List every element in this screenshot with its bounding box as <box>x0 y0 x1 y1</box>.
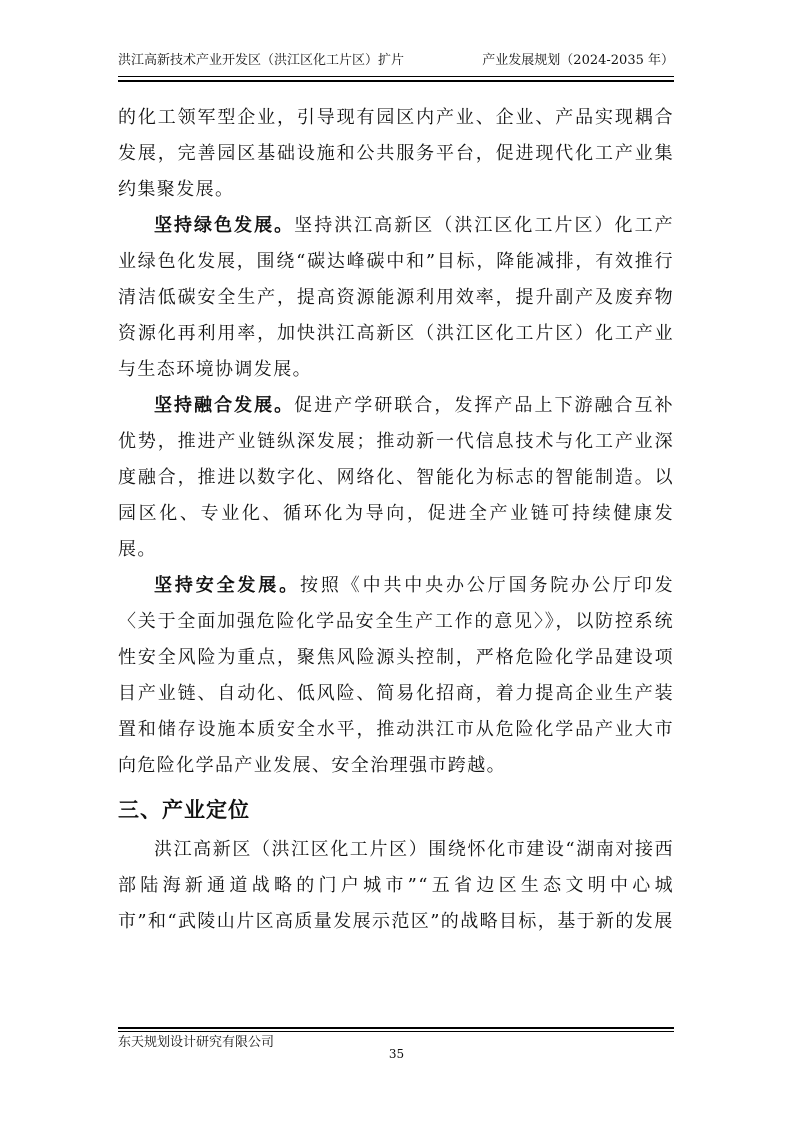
paragraph-text: 洪江高新区（洪江区化工片区）围绕怀化市建设“湖南对接西部陆海新通道战略的门户城市”“五省边区生态文明中心城市”和“武陵山片区高质量发展示范区”的战略目标，基于新的发展 <box>118 839 674 932</box>
footer-rule-thick <box>118 1027 674 1029</box>
paragraph-text: 的化工领军型企业，引导现有园区内产业、企业、产品实现耦合发展，完善园区基础设施和公共服务平台，促进现代化工产业集约集聚发展。 <box>118 107 674 200</box>
header-rule-thin <box>118 76 674 77</box>
footer-rule-thin <box>118 1031 674 1032</box>
header-rule-thick <box>118 80 674 82</box>
paragraph-safe-development <box>118 568 674 784</box>
paragraph-text: 坚持洪江高新区（洪江区化工片区）化工产业绿色化发展，围绕“碳达峰碳中和”目标，降能减排，有效推行清洁低碳安全生产，提高资源能源利用效率，提升副产及废弃物资源化再利用率，加快洪江高新区（洪江区化工片区）化工产业与生态环境协调发展。 <box>118 215 674 380</box>
paragraph-lead: 坚持融合发展。 <box>154 395 295 416</box>
header-plan-period: 产业发展规划（2024-2035 年） <box>482 53 674 68</box>
paragraph-green-development <box>118 208 674 388</box>
page-header <box>118 52 674 76</box>
page-number: 35 <box>388 1047 405 1061</box>
paragraph-continuation <box>118 100 674 208</box>
paragraph-lead: 坚持安全发展。 <box>154 575 301 596</box>
footer-company-name: 东天规划设计研究有限公司 <box>118 1035 275 1050</box>
paragraph-lead: 坚持绿色发展。 <box>154 215 295 236</box>
header-document-title: 洪江高新技术产业开发区（洪江区化工片区）扩片 <box>118 53 405 68</box>
page-body <box>118 100 674 940</box>
paragraph-integrated-development <box>118 388 674 568</box>
paragraph-text: 促进产学研联合，发挥产品上下游融合互补优势，推进产业链纵深发展；推动新一代信息技术与化工产业深度融合，推进以数字化、网络化、智能化为标志的智能制造。以园区化、专业化、循环化为导向，促进全产业链可持续健康发展。 <box>118 395 674 560</box>
paragraph-text: 按照《中共中央办公厅国务院办公厅印发〈关于全面加强危险化学品安全生产工作的意见〉》，以防控系统性安全风险为重点，聚焦风险源头控制，严格危险化学品建设项目产业链、自动化、低风险、简易化招商，着力提高企业生产装置和储存设施本质安全水平，推动洪江市从危险化学品产业大市向危险化学品产业发展、安全治理强市跨越。 <box>118 575 674 776</box>
paragraph-industry-positioning <box>118 832 674 940</box>
section-heading: 三、产业定位 <box>118 798 250 822</box>
